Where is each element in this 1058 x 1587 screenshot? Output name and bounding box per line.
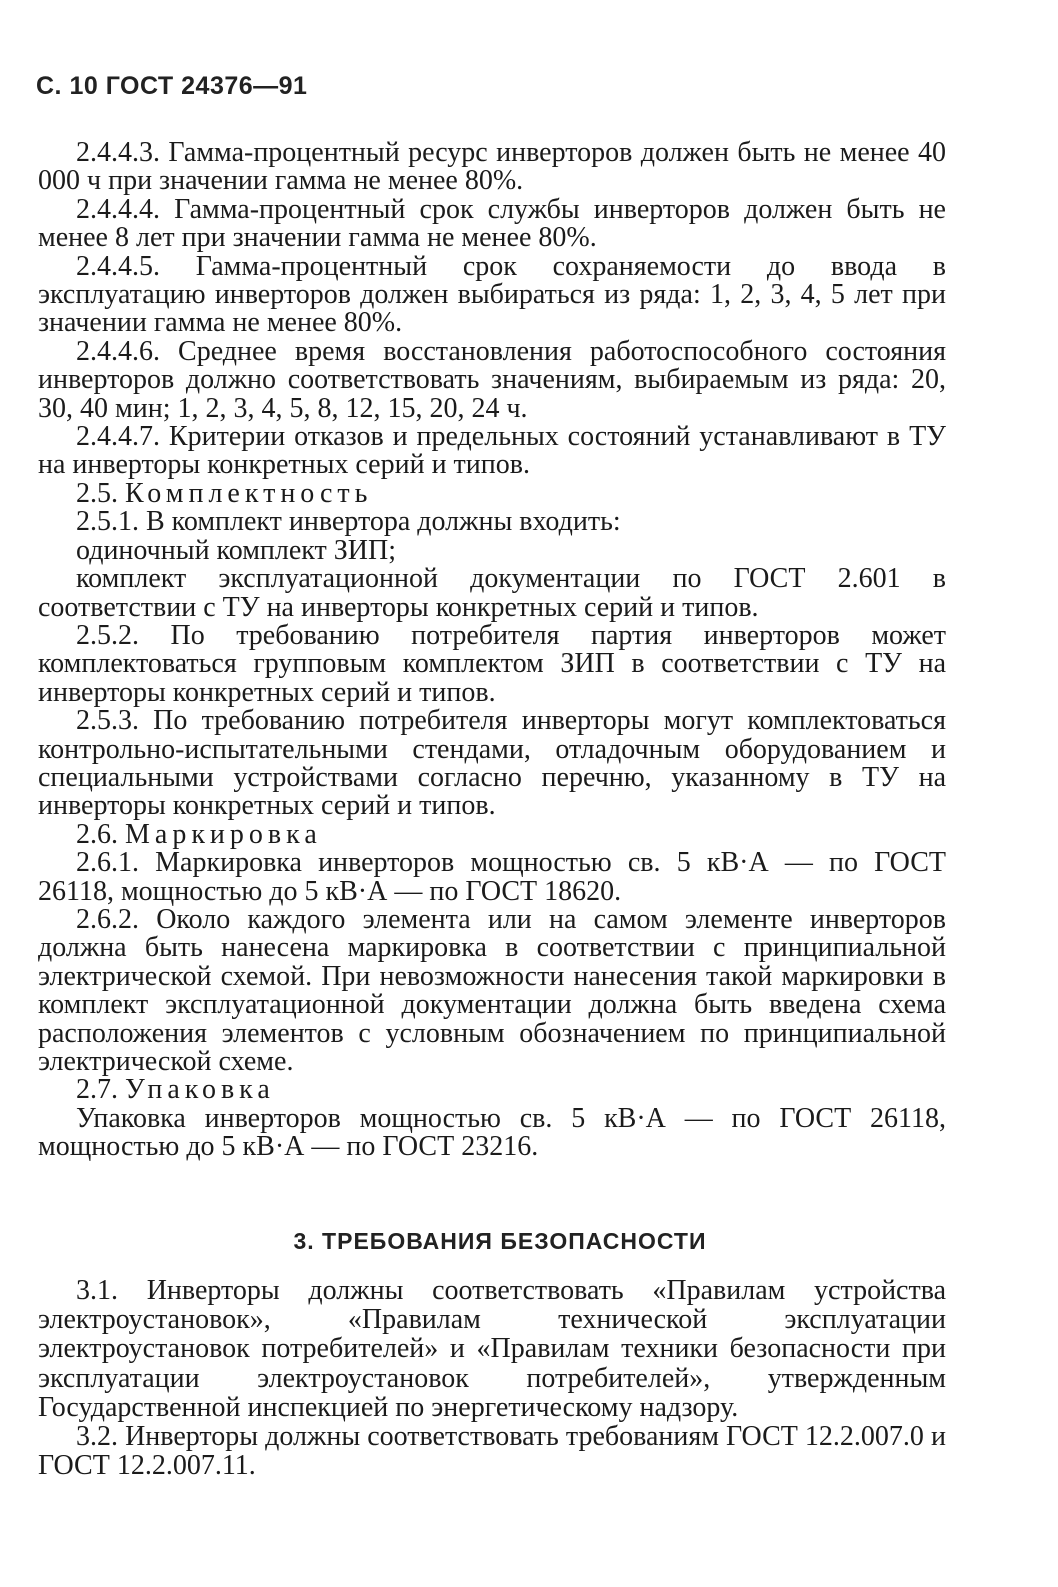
subsection-heading-2-5 <box>38 477 946 509</box>
paragraph-2-6-2: 2.6.2. Около каждого элемента или на самом элементе инверторов должна быть нанесена маркировка в соответствии с принципиальной электрической схемой. При невозможности нанесения такой маркировки в комплект эксплуатационной документации должна быть введена схема расположения элементов с условным обозначением по принципиальной электрической схеме. <box>38 903 946 1077</box>
section-3-body <box>38 1276 946 1480</box>
paragraph-2-4-4-7: 2.4.4.7. Критерии отказов и предельных состояний устанавливают в ТУ на инверторы конкретных серий и типов. <box>38 421 946 481</box>
list-item-documentation: комплект эксплуатационной документации по ГОСТ 2.601 в соответствии с ТУ на инверторы конкретных серий и типов. <box>38 563 946 623</box>
section-3-title: 3. ТРЕБОВАНИЯ БЕЗОПАСНОСТИ <box>293 1228 707 1254</box>
subsection-number: 2.7. <box>76 1074 118 1106</box>
list-item-zip: одиночный комплект ЗИП; <box>76 534 397 566</box>
subsection-heading-2-6 <box>38 818 946 850</box>
page-header: С. 10 ГОСТ 24376—91 <box>36 72 308 100</box>
paragraph-3-1: 3.1. Инверторы должны соответствовать «Правилам устройства электроустановок», «Правилам технической эксплуатации электроустановок потребителей» и «Правилам техники безопасности при эксплуатации электроустановок потребителей», утвержденным Государственной инспекцией по энергетическому надзору. <box>38 1275 946 1423</box>
paragraph-2-5-1: 2.5.1. В комплект инвертора должны входить: <box>76 506 621 538</box>
paragraph-2-7: Упаковка инверторов мощностью св. 5 кВ·А — по ГОСТ 26118, мощностью до 5 кВ·А — по ГОСТ 23216. <box>38 1102 946 1163</box>
paragraph-2-5-2: 2.5.2. По требованию потребителя партия инверторов может комплектоваться групповым комплектом ЗИП в соответствии с ТУ на инверторы конкретных серий и типов. <box>38 619 946 708</box>
paragraph-2-4-4-6: 2.4.4.6. Среднее время восстановления работоспособного состояния инверторов должно соответствовать значениям, выбираемым из ряда: 20, 30, 40 мин; 1, 2, 3, 4, 5, 8, 12, 15, 20, 24 ч. <box>38 335 946 424</box>
paragraph-2-6-1: 2.6.1. Маркировка инверторов мощностью св. 5 кВ·А — по ГОСТ 26118, мощностью до 5 кВ·А — по ГОСТ 18620. <box>38 847 946 907</box>
subsection-title: Упаковка <box>125 1074 275 1106</box>
subsection-title: Комплектность <box>125 477 373 509</box>
subsection-number: 2.5. <box>76 477 118 509</box>
section-2-body <box>38 139 946 1162</box>
paragraph-2-5-3: 2.5.3. По требованию потребителя инверторы могут комплектоваться контрольно-испытательными стендами, отладочным оборудованием и специальными устройствами согласно перечню, указанному в ТУ на инверторы конкретных серий и типов. <box>38 705 946 822</box>
subsection-heading-2-7 <box>38 1076 946 1104</box>
paragraph-2-4-4-5: 2.4.4.5. Гамма-процентный срок сохраняемости до ввода в эксплуатацию инверторов должен выбираться из ряда: 1, 2, 3, 4, 5 лет при значении гамма не менее 80%. <box>38 250 946 339</box>
paragraph-2-4-4-3: 2.4.4.3. Гамма-процентный ресурс инверторов должен быть не менее 40 000 ч при значении гамма не менее 80%. <box>38 137 946 197</box>
subsection-number: 2.6. <box>76 818 118 850</box>
paragraph-3-2: 3.2. Инверторы должны соответствовать требованиям ГОСТ 12.2.007.0 и ГОСТ 12.2.007.11. <box>38 1421 946 1482</box>
paragraph-2-4-4-4: 2.4.4.4. Гамма-процентный срок службы инверторов должен быть не менее 8 лет при значении гамма не менее 80%. <box>38 193 946 254</box>
subsection-title: Маркировка <box>125 818 322 850</box>
